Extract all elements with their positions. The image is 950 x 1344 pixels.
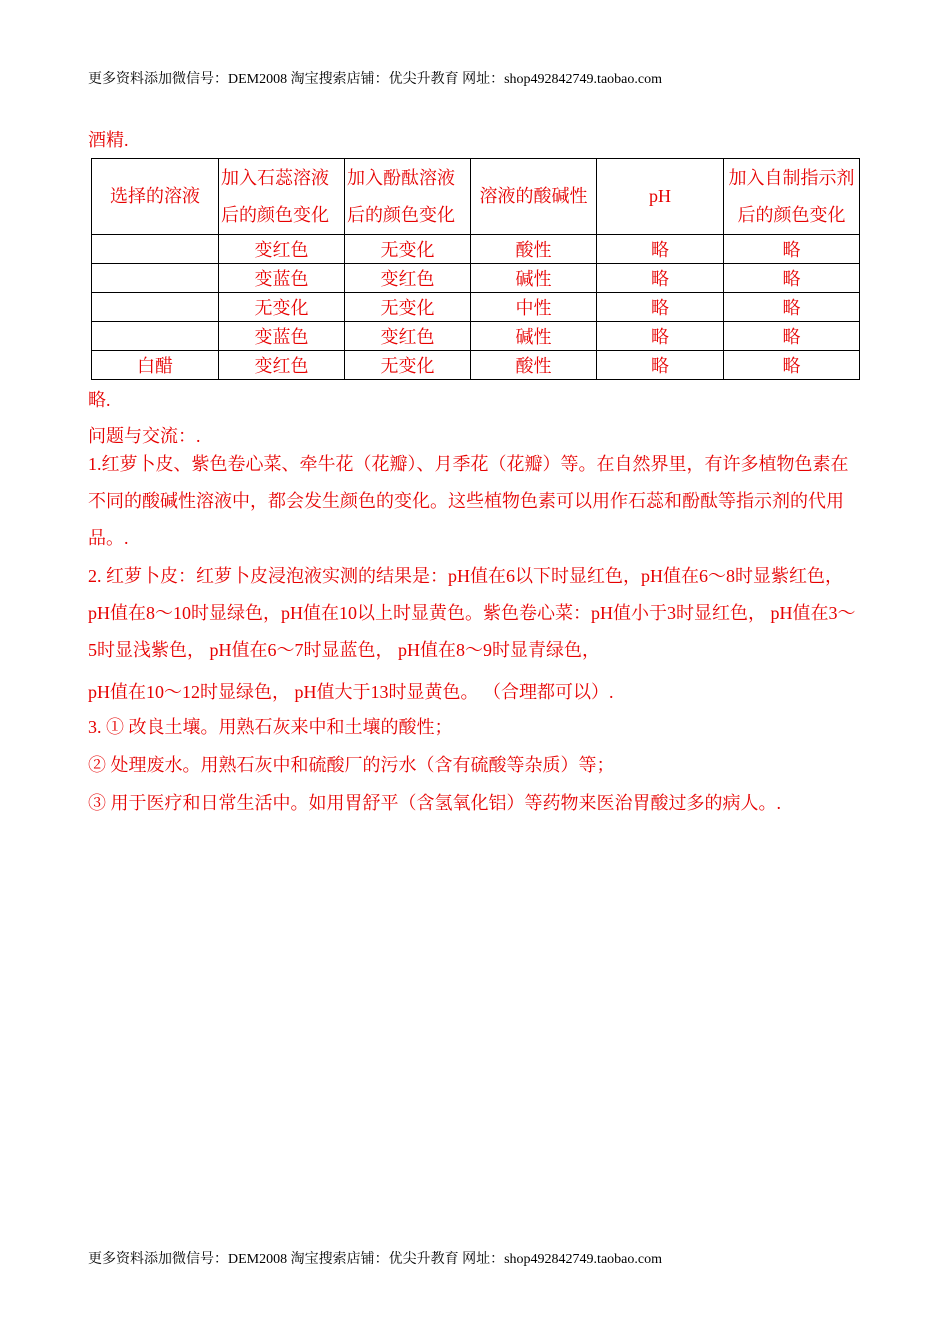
cell-ph: 略	[597, 351, 724, 380]
cell-phenolphthalein: 无变化	[345, 235, 471, 264]
cell-acidity: 碱性	[471, 264, 597, 293]
cell-indicator: 略	[724, 293, 860, 322]
table-row	[92, 293, 860, 322]
cell-solution	[92, 235, 219, 264]
table-row	[92, 235, 860, 264]
cell-solution	[92, 293, 219, 322]
answer-1: 1.红萝卜皮、紫色卷心菜、牵牛花（花瓣）、月季花（花瓣）等。在自然界里，有许多植物色素在不同的酸碱性溶液中，都会发生颜色的变化。这些植物色素可以用作石蕊和酚酞等指示剂的代用品。.	[88, 454, 849, 548]
header-litmus: 加入石蕊溶液后的颜色变化	[219, 159, 345, 235]
cell-litmus: 变红色	[219, 351, 345, 380]
table-header-row	[92, 159, 860, 235]
header-indicator: 加入自制指示剂后的颜色变化	[724, 159, 860, 235]
cell-ph: 略	[597, 264, 724, 293]
cell-phenolphthalein: 变红色	[345, 264, 471, 293]
cell-litmus: 变蓝色	[219, 264, 345, 293]
cell-litmus: 变蓝色	[219, 322, 345, 351]
cell-solution: 白醋	[92, 351, 219, 380]
cell-indicator: 略	[724, 351, 860, 380]
cell-solution	[92, 264, 219, 293]
experiment-table	[91, 158, 860, 380]
header-acidity: 溶液的酸碱性	[471, 159, 597, 235]
cell-phenolphthalein: 无变化	[345, 293, 471, 322]
page-footer: 更多资料添加微信号：DEM2008 淘宝搜索店铺：优尖升教育 网址：shop492842749.taobao.com	[88, 1252, 662, 1267]
cell-acidity: 酸性	[471, 351, 597, 380]
cell-indicator: 略	[724, 322, 860, 351]
cell-litmus: 变红色	[219, 235, 345, 264]
after-table-text: 略.	[88, 390, 111, 410]
cell-acidity: 酸性	[471, 235, 597, 264]
intro-text: 酒精.	[88, 130, 129, 150]
answer-2: 2. 红萝卜皮：红萝卜皮浸泡液实测的结果是：pH值在6以下时显红色，pH值在6～8时显紫红色，pH值在8～10时显绿色，pH值在10以上时显黄色。紫色卷心菜：pH值小于3时显红色， pH值在3～5时显浅紫色， pH值在6～7时显蓝色， pH值在8～9时显青绿色，	[88, 566, 856, 660]
answer-2-last: pH值在10～12时显绿色， pH值大于13时显黄色。 （合理都可以）.	[88, 682, 614, 702]
header-solution: 选择的溶液	[92, 159, 219, 235]
answer-3-3: ③ 用于医疗和日常生活中。如用胃舒平（含氢氧化铝）等药物来医治胃酸过多的病人。.	[88, 793, 781, 813]
cell-indicator: 略	[724, 235, 860, 264]
answer-3-1: 3. ① 改良土壤。用熟石灰来中和土壤的酸性；	[88, 717, 453, 737]
cell-indicator: 略	[724, 264, 860, 293]
header-ph: pH	[597, 159, 724, 235]
cell-solution	[92, 322, 219, 351]
cell-acidity: 中性	[471, 293, 597, 322]
table-row	[92, 322, 860, 351]
cell-acidity: 碱性	[471, 322, 597, 351]
cell-ph: 略	[597, 293, 724, 322]
cell-ph: 略	[597, 322, 724, 351]
page-header: 更多资料添加微信号：DEM2008 淘宝搜索店铺：优尖升教育 网址：shop492842749.taobao.com	[88, 72, 662, 87]
table-row	[92, 264, 860, 293]
header-phenolphthalein: 加入酚酞溶液后的颜色变化	[345, 159, 471, 235]
cell-phenolphthalein: 无变化	[345, 351, 471, 380]
table-row	[92, 351, 860, 380]
cell-ph: 略	[597, 235, 724, 264]
answer-3-2: ② 处理废水。用熟石灰中和硫酸厂的污水（含有硫酸等杂质）等；	[88, 755, 615, 775]
qa-title: 问题与交流：.	[88, 426, 201, 446]
cell-litmus: 无变化	[219, 293, 345, 322]
cell-phenolphthalein: 变红色	[345, 322, 471, 351]
